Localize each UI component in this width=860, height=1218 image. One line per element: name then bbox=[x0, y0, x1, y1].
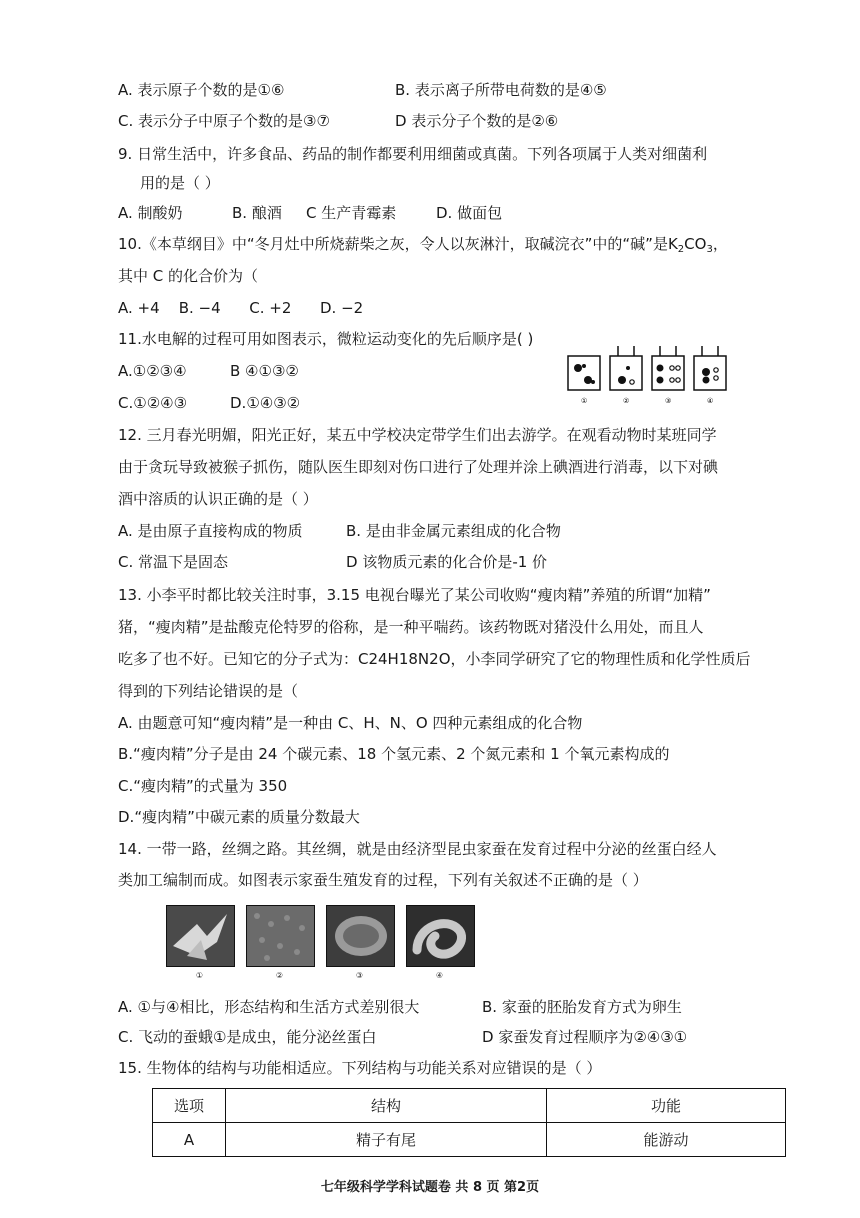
q15-stem: 15. 生物体的结构与功能相适应。下列结构与功能关系对应错误的是（ ） bbox=[118, 1059, 602, 1077]
q14-stem-line2: 类加工编制而成。如图表示家蚕生殖发育的过程，下列有关叙述不正确的是（ ） bbox=[118, 871, 648, 889]
q15-table bbox=[152, 1088, 786, 1157]
q12-stem-line3: 酒中溶质的认识正确的是（ ） bbox=[118, 490, 318, 508]
q11-option-a: A.①②③④ bbox=[118, 362, 187, 380]
photo-label-4: ④ bbox=[435, 971, 444, 980]
q14-option-c: C. 飞动的蚕蛾①是成虫，能分泌丝蛋白 bbox=[118, 1028, 377, 1046]
q13-option-a: A. 由题意可知“瘦肉精”是一种由 C、H、N、O 四种元素组成的化合物 bbox=[118, 714, 583, 732]
q8-option-c: C. 表示分子中原子个数的是③⑦ bbox=[118, 112, 330, 130]
q12-option-a: A. 是由原子直接构成的物质 bbox=[118, 522, 303, 540]
q13-option-b: B.“瘦肉精”分子是由 24 个碳元素、18 个氢元素、2 个氮元素和 1 个氧元素构成的 bbox=[118, 745, 670, 763]
q13-option-c: C.“瘦肉精”的式量为 350 bbox=[118, 777, 288, 795]
table-header-function: 功能 bbox=[547, 1089, 786, 1123]
table-header-row bbox=[153, 1089, 786, 1123]
q10-options: A. +4 B. −4 C. +2 D. −2 bbox=[118, 299, 364, 317]
q9-option-b: B. 酿酒 bbox=[232, 204, 282, 222]
photo-label-3: ③ bbox=[355, 971, 364, 980]
q13-stem-line1: 13. 小李平时都比较关注时事，3.15 电视台曝光了某公司收购“瘦肉精”养殖的所谓“加精” bbox=[118, 586, 711, 604]
diagram-label-2: ② bbox=[623, 397, 630, 405]
q10-stem-line2: 其中 C 的化合价为（ bbox=[118, 267, 259, 285]
q12-stem-line2: 由于贪玩导致被猴子抓伤，随队医生即刻对伤口进行了处理并涂上碘酒进行消毒，以下对碘 bbox=[118, 458, 719, 476]
diagram-label-1: ① bbox=[581, 397, 588, 405]
table-header-option: 选项 bbox=[153, 1089, 226, 1123]
q8-option-a: A. 表示原子个数的是①⑥ bbox=[118, 81, 285, 99]
q13-stem-line2: 猪，“瘦肉精”是盐酸克伦特罗的俗称，是一种平喘药。该药物既对猪没什么用处，而且人 bbox=[118, 618, 704, 636]
silkworm-moth-photo bbox=[166, 905, 235, 967]
q10-formula-subscript: 2 bbox=[677, 244, 685, 255]
electrolysis-diagram bbox=[566, 342, 728, 406]
q12-option-b: B. 是由非金属元素组成的化合物 bbox=[346, 522, 561, 540]
diagram-label-4: ④ bbox=[707, 397, 714, 405]
q9-stem-line2: 用的是（ ） bbox=[140, 174, 220, 192]
q10-formula-tail: CO bbox=[684, 235, 707, 253]
q8-option-d: D 表示分子个数的是②⑥ bbox=[395, 112, 559, 130]
q8-option-b: B. 表示离子所带电荷数的是④⑤ bbox=[395, 81, 607, 99]
silkworm-eggs-photo bbox=[246, 905, 315, 967]
table-row bbox=[153, 1123, 786, 1157]
q12-option-c: C. 常温下是固态 bbox=[118, 553, 229, 571]
q9-option-a: A. 制酸奶 bbox=[118, 204, 183, 222]
q9-stem-line1: 9. 日常生活中，许多食品、药品的制作都要利用细菌或真菌。下列各项属于人类对细菌利 bbox=[118, 145, 708, 163]
page-footer: 七年级科学学科试题卷 共 8 页 第2页 bbox=[320, 1180, 540, 1195]
q14-option-d: D 家蚕发育过程顺序为②④③① bbox=[482, 1028, 688, 1046]
q11-stem: 11.水电解的过程可用如图表示，微粒运动变化的先后顺序是( ) bbox=[118, 330, 534, 348]
silkworm-cocoon-photo bbox=[326, 905, 395, 967]
diagram-label-3: ③ bbox=[665, 397, 672, 405]
q14-option-a: A. ①与④相比，形态结构和生活方式差别很大 bbox=[118, 998, 420, 1016]
q11-option-c: C.①②④③ bbox=[118, 394, 188, 412]
q14-stem-line1: 14. 一带一路，丝绸之路。其丝绸，就是由经济型昆虫家蚕在发育过程中分泌的丝蛋白经人 bbox=[118, 840, 717, 858]
photo-label-2: ② bbox=[275, 971, 284, 980]
table-cell-option: A bbox=[153, 1123, 226, 1157]
q10-stem-line1 bbox=[118, 233, 728, 261]
q11-option-b: B ④①③② bbox=[230, 362, 299, 380]
q10-stem-text: 10.《本草纲目》中“冬月灶中所烧薪柴之灰，令人以灰淋汁，取碱浣衣”中的“碱”是K bbox=[118, 235, 678, 253]
q13-option-d: D.“瘦肉精”中碳元素的质量分数最大 bbox=[118, 808, 360, 826]
q10-formula-subscript-2: 3 bbox=[706, 244, 713, 255]
silkworm-photos bbox=[166, 905, 486, 987]
q12-stem-line1: 12. 三月春光明媚，阳光正好，某五中学校决定带学生们出去游学。在观看动物时某班同学 bbox=[118, 426, 717, 444]
q13-stem-line3: 吃多了也不好。已知它的分子式为：C24H18N2O，小李同学研究了它的物理性质和化学性质后 bbox=[118, 650, 751, 668]
q12-option-d: D 该物质元素的化合价是-1 价 bbox=[346, 553, 548, 571]
q14-option-b: B. 家蚕的胚胎发育方式为卵生 bbox=[482, 998, 682, 1016]
photo-label-1: ① bbox=[195, 971, 204, 980]
q11-option-d: D.①④③② bbox=[230, 394, 301, 412]
q9-option-d: D. 做面包 bbox=[436, 204, 503, 222]
silkworm-larva-photo bbox=[406, 905, 475, 967]
q10-stem-end: ， bbox=[712, 235, 728, 253]
table-cell-structure: 精子有尾 bbox=[226, 1123, 547, 1157]
q9-option-c: C 生产青霉素 bbox=[306, 204, 397, 222]
q13-stem-line4: 得到的下列结论错误的是（ bbox=[118, 682, 299, 700]
table-header-structure: 结构 bbox=[226, 1089, 547, 1123]
table-cell-function: 能游动 bbox=[547, 1123, 786, 1157]
